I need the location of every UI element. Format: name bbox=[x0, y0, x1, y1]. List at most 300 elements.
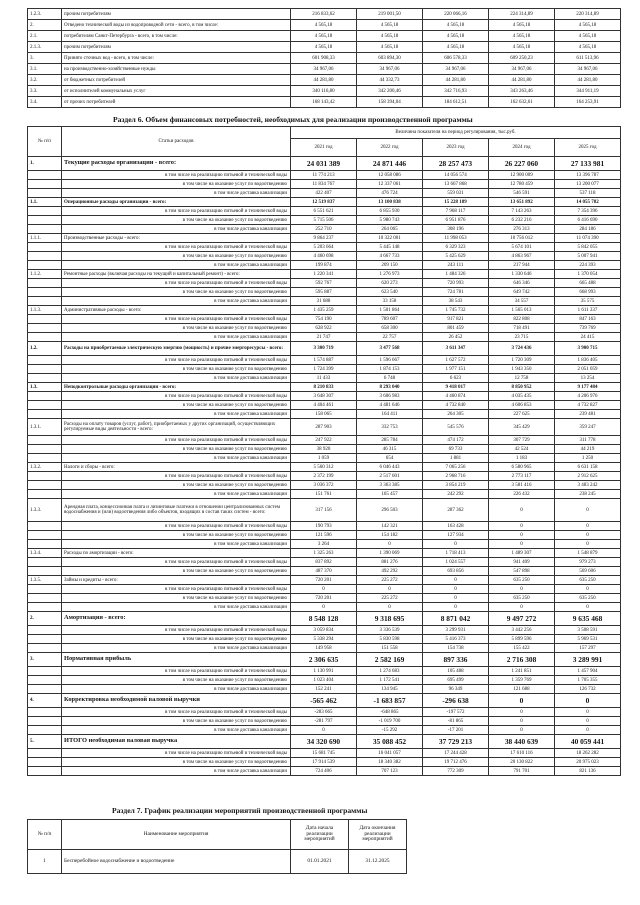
row-name: от прочих потребителей bbox=[62, 97, 291, 108]
value-cell: 0 bbox=[357, 585, 423, 594]
value-cell: 4 565,18 bbox=[489, 42, 555, 53]
value-cell: -197 572 bbox=[423, 708, 489, 717]
row-name: в том числе на оказание услуг по водоотведению bbox=[62, 216, 291, 225]
value-cell: 42 524 bbox=[489, 445, 555, 454]
value-cell: 6 416 690 bbox=[555, 216, 621, 225]
value-cell: 1 024 557 bbox=[423, 558, 489, 567]
table-row bbox=[28, 522, 621, 531]
table-row bbox=[28, 234, 621, 243]
value-cell: 4 565,18 bbox=[423, 31, 489, 42]
table-row bbox=[28, 454, 621, 463]
table-row bbox=[28, 749, 621, 758]
table-row bbox=[28, 297, 621, 306]
value-cell: 1 457 904 bbox=[555, 667, 621, 676]
row-number: 1.1.3. bbox=[28, 306, 62, 315]
value-cell: 2 716 308 bbox=[489, 653, 555, 667]
row-name: Расходы на приобретаемые электрическую энергию (мощность) и прочие энергоресурсы - всего: bbox=[62, 342, 291, 356]
value-cell: 1 943 350 bbox=[489, 365, 555, 374]
row-name: в том числе доставка канализации bbox=[62, 297, 291, 306]
value-cell: 720 201 bbox=[291, 594, 357, 603]
value-cell: 13 396 787 bbox=[555, 171, 621, 180]
value-cell: 16 041 057 bbox=[357, 749, 423, 758]
value-cell: 105 488 bbox=[423, 667, 489, 676]
row-number: 2. bbox=[28, 612, 62, 626]
row-number bbox=[28, 225, 62, 234]
value-cell: 23 715 bbox=[489, 333, 555, 342]
value-cell: 35 088 452 bbox=[357, 735, 423, 749]
value-cell: 10 322 001 bbox=[357, 234, 423, 243]
row-name: в том числе на реализацию питьевой и технической воды bbox=[62, 708, 291, 717]
row-name: в том числе доставка канализации bbox=[62, 726, 291, 735]
value-cell: 603 894,30 bbox=[357, 53, 423, 64]
row-number bbox=[28, 522, 62, 531]
value-cell: 308 196 bbox=[423, 225, 489, 234]
value-cell: 14 055 782 bbox=[555, 198, 621, 207]
table-row bbox=[28, 558, 621, 567]
value-cell: 569 606 bbox=[555, 567, 621, 576]
row-number: 1.3.1. bbox=[28, 419, 62, 436]
row-name: Арендная плата, концессионная плата и лизинговые платежи в отношении централизованных систем водоснабжения и (или) водоотведения либо объектов, входящих в состав таких систем - всего: bbox=[62, 499, 291, 522]
value-cell: 15 228 189 bbox=[423, 198, 489, 207]
value-cell: 342 200,46 bbox=[357, 86, 423, 97]
value-cell: 18 262 282 bbox=[555, 749, 621, 758]
row-number: 3.3. bbox=[28, 86, 62, 97]
table-row bbox=[28, 463, 621, 472]
row-name: Нормативная прибыль bbox=[62, 653, 291, 667]
value-cell: 821 136 bbox=[555, 767, 621, 776]
value-cell: 18 340 382 bbox=[357, 758, 423, 767]
value-cell: 3 648 307 bbox=[291, 392, 357, 401]
value-cell: 44 281,80 bbox=[291, 75, 357, 86]
value-cell: 422 407 bbox=[291, 189, 357, 198]
value-cell: 8 210 833 bbox=[291, 383, 357, 392]
value-cell: 665 488 bbox=[555, 279, 621, 288]
row-number: 1.3.5. bbox=[28, 576, 62, 585]
table-row bbox=[28, 635, 621, 644]
table-row bbox=[28, 20, 621, 31]
value-cell: 342 716,93 bbox=[423, 86, 489, 97]
value-cell: 0 bbox=[357, 603, 423, 612]
value-cell: 897 336 bbox=[423, 653, 489, 667]
row-number: 1.3.4. bbox=[28, 549, 62, 558]
table-row bbox=[28, 499, 621, 522]
value-cell: 0 bbox=[555, 694, 621, 708]
schedule-header-start: Дата начала реализации мероприятий bbox=[291, 820, 349, 850]
value-cell: 17 914 539 bbox=[291, 758, 357, 767]
value-cell: 1 370 054 bbox=[555, 270, 621, 279]
row-name: Ремонтные расходы (включая расходы на текущий и капитальный ремонт) - всего: bbox=[62, 270, 291, 279]
value-cell: 38 543 bbox=[423, 297, 489, 306]
value-cell: 168 143,42 bbox=[291, 97, 357, 108]
value-cell: 1 881 bbox=[423, 454, 489, 463]
row-name: от бюджетных потребителей bbox=[62, 75, 291, 86]
value-cell: 13 254 bbox=[555, 374, 621, 383]
value-cell: 6 580 965 bbox=[489, 463, 555, 472]
row-name: потребителям Санкт-Петербурга - всего, в том числе: bbox=[62, 31, 291, 42]
value-cell: 344 911,19 bbox=[555, 86, 621, 97]
row-name: в том числе на реализацию питьевой и технической воды bbox=[62, 626, 291, 635]
row-number bbox=[28, 207, 62, 216]
table-row bbox=[28, 9, 621, 20]
value-cell: 11 998 053 bbox=[423, 234, 489, 243]
value-cell: 6 329 323 bbox=[423, 243, 489, 252]
value-cell: 184 612,51 bbox=[423, 97, 489, 108]
value-cell: 152 241 bbox=[291, 685, 357, 694]
table-row bbox=[28, 383, 621, 392]
value-cell: 6 631 158 bbox=[555, 463, 621, 472]
row-number bbox=[28, 243, 62, 252]
value-cell: 164 253,91 bbox=[555, 97, 621, 108]
value-cell: 252 710 bbox=[291, 225, 357, 234]
table-row bbox=[28, 676, 621, 685]
schedule-row-no: 1 bbox=[28, 850, 62, 874]
value-cell: 0 bbox=[489, 708, 555, 717]
value-cell: 17 244 428 bbox=[423, 749, 489, 758]
row-name: в том числе на реализацию питьевой и технической воды bbox=[62, 667, 291, 676]
value-cell: 13 100 838 bbox=[357, 198, 423, 207]
table-row bbox=[28, 644, 621, 653]
value-cell: 149 958 bbox=[291, 644, 357, 653]
row-number bbox=[28, 261, 62, 270]
row-number: 1.1.1. bbox=[28, 234, 62, 243]
row-number: 2.1. bbox=[28, 31, 62, 42]
row-number: 1.3.2. bbox=[28, 463, 62, 472]
value-cell: 979 273 bbox=[555, 558, 621, 567]
value-cell: 3 264 bbox=[291, 540, 357, 549]
row-name: Отведено технической воды из водопроводной сети - всего, в том числе: bbox=[62, 20, 291, 31]
value-cell: 157 297 bbox=[555, 644, 621, 653]
value-cell: 34 557 bbox=[489, 297, 555, 306]
value-cell: 332 753 bbox=[357, 419, 423, 436]
row-name: ИТОГО необходимая валовая выручка bbox=[62, 735, 291, 749]
value-cell: 164 411 bbox=[357, 410, 423, 419]
value-cell: 11 074 390 bbox=[555, 234, 621, 243]
value-cell: 121 688 bbox=[489, 685, 555, 694]
value-cell: 0 bbox=[489, 531, 555, 540]
row-number bbox=[28, 585, 62, 594]
table-row bbox=[28, 490, 621, 499]
value-cell: 724 781 bbox=[423, 288, 489, 297]
row-number bbox=[28, 667, 62, 676]
col-header-year: 2025 год bbox=[555, 139, 621, 157]
value-cell: 38 440 639 bbox=[489, 735, 555, 749]
value-cell: 5 899 596 bbox=[489, 635, 555, 644]
table-row bbox=[28, 540, 621, 549]
value-cell: 6 855 930 bbox=[357, 207, 423, 216]
value-cell: 217 944 bbox=[489, 261, 555, 270]
value-cell: 1 023 404 bbox=[291, 676, 357, 685]
value-cell: 2 306 635 bbox=[291, 653, 357, 667]
value-cell: 559 031 bbox=[423, 189, 489, 198]
value-cell: 668 993 bbox=[555, 288, 621, 297]
value-cell: 0 bbox=[555, 726, 621, 735]
row-name: в том числе на реализацию питьевой и технической воды bbox=[62, 315, 291, 324]
row-name: в том числе на реализацию питьевой и технической воды bbox=[62, 585, 291, 594]
value-cell: 5 830 598 bbox=[357, 635, 423, 644]
value-cell: 242 292 bbox=[423, 490, 489, 499]
value-cell: 5 425 629 bbox=[423, 252, 489, 261]
value-cell: 620 273 bbox=[357, 279, 423, 288]
value-cell: 0 bbox=[555, 531, 621, 540]
value-cell: 226 432 bbox=[489, 490, 555, 499]
row-name: Принято сточных вод - всего, в том числе: bbox=[62, 53, 291, 64]
row-number bbox=[28, 594, 62, 603]
value-cell: 12 758 bbox=[489, 374, 555, 383]
value-cell: 474 172 bbox=[423, 436, 489, 445]
row-name: в том числе на оказание услуг по водоотведению bbox=[62, 594, 291, 603]
section7-title: Раздел 7. График реализации мероприятий производственной программы bbox=[112, 806, 368, 815]
row-name: Расходы на оплату товаров (услуг, работ), приобретаемых у других организаций, осуществляющих регулируемые виды деятельности - всего: bbox=[62, 419, 291, 436]
value-cell: 46 315 bbox=[357, 445, 423, 454]
value-cell: 26 227 060 bbox=[489, 157, 555, 171]
row-name: в том числе на реализацию питьевой и технической воды bbox=[62, 436, 291, 445]
table-row bbox=[28, 726, 621, 735]
table-row bbox=[28, 549, 621, 558]
table-row bbox=[28, 333, 621, 342]
table-row bbox=[28, 225, 621, 234]
row-name: в том числе доставка канализации bbox=[62, 644, 291, 653]
value-cell: 224 393 bbox=[555, 261, 621, 270]
row-name: в том числе доставка канализации bbox=[62, 189, 291, 198]
row-name: в том числе на реализацию питьевой и технической воды bbox=[62, 207, 291, 216]
value-cell: 11 834 767 bbox=[291, 180, 357, 189]
value-cell: 34 967,06 bbox=[555, 64, 621, 75]
row-name: в том числе на оказание услуг по водоотведению bbox=[62, 481, 291, 490]
value-cell: 1 501 864 bbox=[357, 306, 423, 315]
value-cell: 9 177 484 bbox=[555, 383, 621, 392]
row-name: в том числе доставка канализации bbox=[62, 454, 291, 463]
row-name: в том числе доставка канализации bbox=[62, 374, 291, 383]
value-cell: 1 484 326 bbox=[423, 270, 489, 279]
row-number bbox=[28, 374, 62, 383]
value-cell: 635 250 bbox=[555, 594, 621, 603]
col-header-group: Величина показателя на период регулирования, тыс.руб. bbox=[291, 127, 621, 139]
value-cell: 247 922 bbox=[291, 436, 357, 445]
value-cell: 307 729 bbox=[489, 436, 555, 445]
value-cell: 4 460 874 bbox=[423, 392, 489, 401]
value-cell: 285 784 bbox=[357, 436, 423, 445]
value-cell: 801 459 bbox=[423, 324, 489, 333]
value-cell: 8 293 040 bbox=[357, 383, 423, 392]
value-cell: 545 576 bbox=[423, 419, 489, 436]
row-number: 2. bbox=[28, 20, 62, 31]
value-cell: 4 460 698 bbox=[291, 252, 357, 261]
row-number bbox=[28, 472, 62, 481]
value-cell: 693 856 bbox=[423, 567, 489, 576]
row-number bbox=[28, 436, 62, 445]
value-cell: 40 059 441 bbox=[555, 735, 621, 749]
value-cell: 2 372 199 bbox=[291, 472, 357, 481]
value-cell: 941 409 bbox=[489, 558, 555, 567]
value-cell: 0 bbox=[423, 540, 489, 549]
value-cell: 837 892 bbox=[291, 558, 357, 567]
table-row bbox=[28, 685, 621, 694]
value-cell: 4 565,18 bbox=[489, 20, 555, 31]
row-name: в том числе доставка канализации bbox=[62, 603, 291, 612]
value-cell: 3 059 834 bbox=[291, 626, 357, 635]
row-name: в том числе доставка канализации bbox=[62, 261, 291, 270]
value-cell: 220 066,16 bbox=[423, 9, 489, 20]
value-cell: 0 bbox=[489, 717, 555, 726]
value-cell: 8 548 128 bbox=[291, 612, 357, 626]
value-cell: 5 674 101 bbox=[489, 243, 555, 252]
value-cell: 5 969 531 bbox=[555, 635, 621, 644]
row-number bbox=[28, 676, 62, 685]
value-cell: 7 354 396 bbox=[555, 207, 621, 216]
row-number bbox=[28, 365, 62, 374]
row-name: в том числе на оказание услуг по водоотведению bbox=[62, 758, 291, 767]
row-name: в том числе на реализацию питьевой и технической воды bbox=[62, 472, 291, 481]
value-cell: 2 773 117 bbox=[489, 472, 555, 481]
value-cell: 1 220 341 bbox=[291, 270, 357, 279]
row-name: в том числе на реализацию питьевой и технической воды bbox=[62, 749, 291, 758]
value-cell: 547 898 bbox=[489, 567, 555, 576]
value-cell: 1 183 bbox=[489, 454, 555, 463]
value-cell: 24 415 bbox=[555, 333, 621, 342]
value-cell: 1 276 973 bbox=[357, 270, 423, 279]
row-name: в том числе на оказание услуг по водоотведению bbox=[62, 252, 291, 261]
value-cell: 151 558 bbox=[357, 644, 423, 653]
value-cell: 0 bbox=[423, 594, 489, 603]
value-cell: 287 362 bbox=[423, 499, 489, 522]
value-cell: 38 920 bbox=[291, 445, 357, 454]
row-number bbox=[28, 279, 62, 288]
row-number bbox=[28, 445, 62, 454]
table-row bbox=[28, 374, 621, 383]
value-cell: 12 519 837 bbox=[291, 198, 357, 207]
value-cell: 3 289 991 bbox=[555, 653, 621, 667]
table-row bbox=[28, 97, 621, 108]
schedule-header-name: Наименование мероприятия bbox=[62, 820, 291, 850]
value-cell: 127 934 bbox=[423, 531, 489, 540]
col-header-year: 2024 год bbox=[489, 139, 555, 157]
value-cell: 635 250 bbox=[489, 576, 555, 585]
table-row bbox=[28, 612, 621, 626]
row-name: Корректировка необходимой валовой выручки bbox=[62, 694, 291, 708]
row-name: в том числе на реализацию питьевой и технической воды bbox=[62, 558, 291, 567]
value-cell: -81 865 bbox=[423, 717, 489, 726]
value-cell: 1 489 307 bbox=[489, 549, 555, 558]
value-cell: 13 667 868 bbox=[423, 180, 489, 189]
value-cell: 3 477 568 bbox=[357, 342, 423, 356]
value-cell: 44 281,80 bbox=[489, 75, 555, 86]
schedule-row bbox=[28, 850, 407, 874]
row-number bbox=[28, 490, 62, 499]
value-cell: 9 864 237 bbox=[291, 234, 357, 243]
table-row bbox=[28, 758, 621, 767]
row-name: в том числе на оказание услуг по водоотведению bbox=[62, 567, 291, 576]
value-cell: 311 778 bbox=[555, 436, 621, 445]
value-cell: 4 565,18 bbox=[489, 31, 555, 42]
value-cell: 3 363 385 bbox=[357, 481, 423, 490]
row-number bbox=[28, 481, 62, 490]
value-cell: 317 156 bbox=[291, 499, 357, 522]
value-cell: 649 742 bbox=[489, 288, 555, 297]
table-row bbox=[28, 279, 621, 288]
table-row bbox=[28, 436, 621, 445]
value-cell: 264 305 bbox=[423, 410, 489, 419]
row-number: 3. bbox=[28, 653, 62, 667]
value-cell: 21 747 bbox=[291, 333, 357, 342]
value-cell: 3 442 256 bbox=[489, 626, 555, 635]
value-cell: 8 871 042 bbox=[423, 612, 489, 626]
value-cell: 3 036 372 bbox=[291, 481, 357, 490]
value-cell: 4 565,18 bbox=[555, 42, 621, 53]
value-cell: 4 565,18 bbox=[357, 42, 423, 53]
value-cell: 1 548 879 bbox=[555, 549, 621, 558]
value-cell: 0 bbox=[489, 726, 555, 735]
value-cell: 4 732 827 bbox=[555, 401, 621, 410]
value-cell: 791 701 bbox=[489, 767, 555, 776]
table-row bbox=[28, 207, 621, 216]
table-row bbox=[28, 31, 621, 42]
value-cell: 243 111 bbox=[423, 261, 489, 270]
value-cell: 635 250 bbox=[489, 594, 555, 603]
value-cell: 37 729 213 bbox=[423, 735, 489, 749]
value-cell: 0 bbox=[489, 694, 555, 708]
value-cell: -1 683 857 bbox=[357, 694, 423, 708]
col-header-year: 2023 год bbox=[423, 139, 489, 157]
value-cell: 917 821 bbox=[423, 315, 489, 324]
value-cell: 4 481 646 bbox=[357, 401, 423, 410]
col-header-year: 2021 год bbox=[291, 139, 357, 157]
value-cell: -281 797 bbox=[291, 717, 357, 726]
table-row bbox=[28, 243, 621, 252]
value-cell: 1 977 151 bbox=[423, 365, 489, 374]
value-cell: 1 745 732 bbox=[423, 306, 489, 315]
financial-needs-table bbox=[27, 126, 621, 776]
value-cell: 340 116,80 bbox=[291, 86, 357, 97]
row-number bbox=[28, 189, 62, 198]
value-cell: 606 578,33 bbox=[423, 53, 489, 64]
schedule-row-name: Бесперебойное водоснабжение и водоотведение bbox=[62, 850, 291, 874]
value-cell: 12 900 009 bbox=[489, 171, 555, 180]
value-cell: -1 019 700 bbox=[357, 717, 423, 726]
row-name: Операционные расходы организации - всего: bbox=[62, 198, 291, 207]
table-row bbox=[28, 342, 621, 356]
value-cell: -17 201 bbox=[423, 726, 489, 735]
value-cell: 225 272 bbox=[357, 594, 423, 603]
value-cell: 5 445 148 bbox=[357, 243, 423, 252]
table-row bbox=[28, 64, 621, 75]
value-cell: 595 887 bbox=[291, 288, 357, 297]
row-name: в том числе на оказание услуг по водоотведению bbox=[62, 676, 291, 685]
value-cell: 0 bbox=[489, 499, 555, 522]
value-cell: 284 186 bbox=[555, 225, 621, 234]
table-row bbox=[28, 653, 621, 667]
value-cell: 126 732 bbox=[555, 685, 621, 694]
financial-needs-table-body bbox=[28, 157, 621, 776]
value-cell: 296 503 bbox=[357, 499, 423, 522]
value-cell: 8 850 952 bbox=[489, 383, 555, 392]
value-cell: 20 130 822 bbox=[489, 758, 555, 767]
value-cell: 4 565,18 bbox=[291, 20, 357, 31]
value-cell: 28 257 473 bbox=[423, 157, 489, 171]
value-cell: 238 245 bbox=[555, 490, 621, 499]
value-cell: 4 565,18 bbox=[357, 20, 423, 31]
value-cell: 0 bbox=[555, 522, 621, 531]
value-cell: 5 842 055 bbox=[555, 243, 621, 252]
value-cell: 881 276 bbox=[357, 558, 423, 567]
row-number: 4. bbox=[28, 694, 62, 708]
value-cell: 7 065 256 bbox=[423, 463, 489, 472]
value-cell: 225 272 bbox=[357, 576, 423, 585]
value-cell: 154 182 bbox=[357, 531, 423, 540]
value-cell: 4 565,18 bbox=[423, 42, 489, 53]
row-number: 1.1.2. bbox=[28, 270, 62, 279]
value-cell: -648 865 bbox=[357, 708, 423, 717]
value-cell: 1 325 263 bbox=[291, 549, 357, 558]
